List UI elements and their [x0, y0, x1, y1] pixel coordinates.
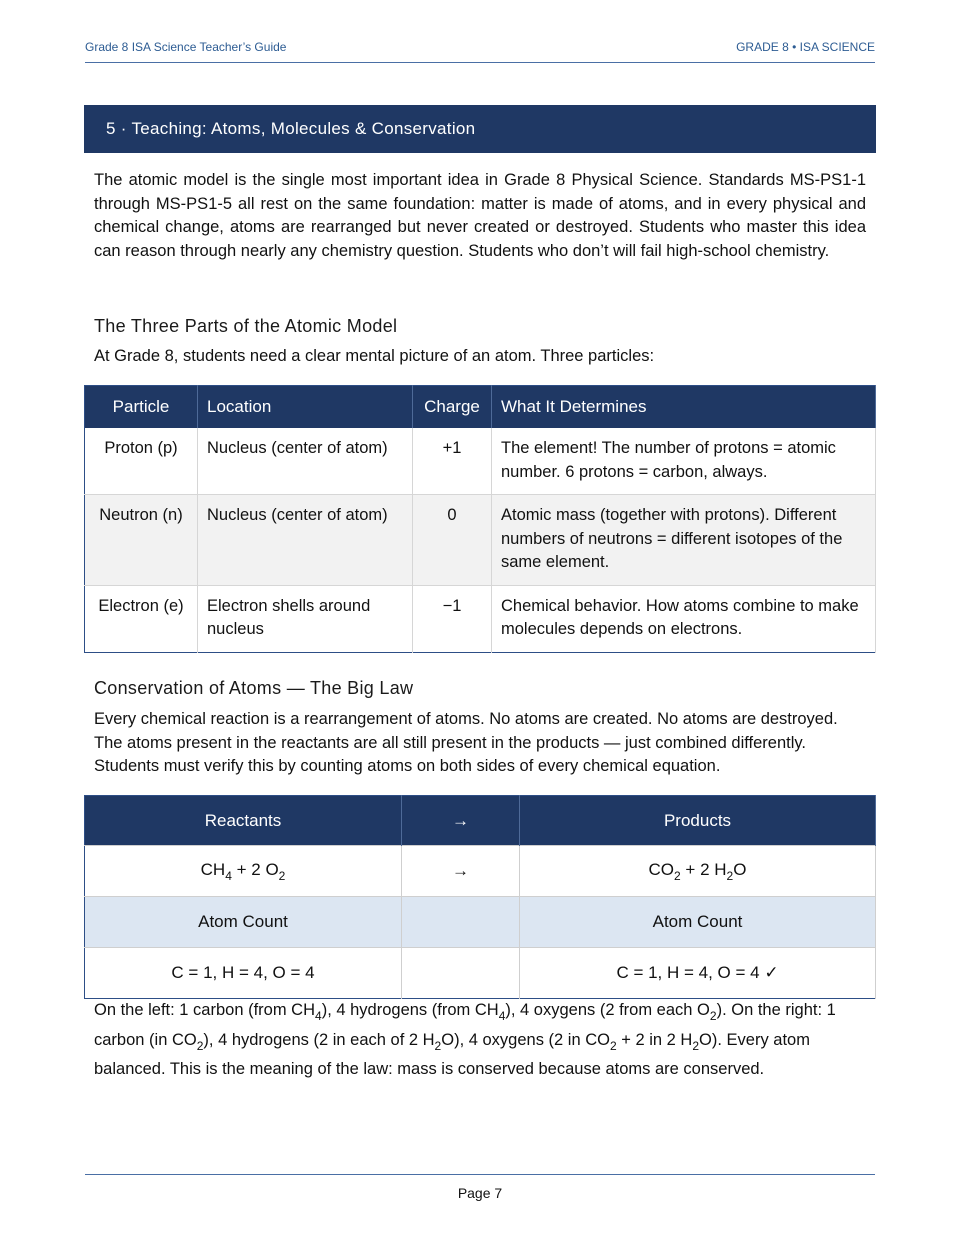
charge-cell: −1: [413, 585, 492, 652]
particles-header-row: [85, 386, 876, 429]
particle-cell: Proton (p): [85, 428, 198, 495]
reaction-table: [84, 795, 876, 999]
intro-paragraph: The atomic model is the single most important idea in Grade 8 Physical Science. Standards MS-PS1-1 through MS-PS1-5 all rest on the same foundation: matter is made of atoms, and in every physical and chemical change, atoms are rearranged but never created or destroyed. Students who master this idea can reason through nearly any chemistry question. Students who don’t will fail high-school chemistry.: [94, 171, 866, 260]
determines-cell: The element! The number of protons = atomic number. 6 protons = carbon, always.: [492, 428, 876, 495]
atomic-model-lead: At Grade 8, students need a clear mental picture of an atom. Three particles:: [94, 347, 655, 365]
conservation-heading: Conservation of Atoms — The Big Law: [94, 678, 414, 698]
location-cell: Electron shells around nucleus: [198, 585, 413, 652]
page-number: Page 7: [457, 1185, 503, 1201]
reactant-formula: $CH_4 + 2$ $O_2$: [85, 846, 402, 897]
header-arrow: →: [402, 796, 520, 846]
determines-cell: Chemical behavior. How atoms combine to make molecules depends on electrons.: [492, 585, 876, 652]
location-cell: Nucleus (center of atom): [198, 495, 413, 586]
determines-cell: Atomic mass (together with protons). Different numbers of neutrons = different isotopes of the same element.: [492, 495, 876, 586]
count-left: C = 1, H = 4, O = 4: [85, 948, 402, 999]
header-guide-title: Grade 8 ISA Science Teacher’s Guide: [85, 40, 287, 54]
count-label-blank: [402, 897, 520, 948]
atom-count-row: [85, 948, 876, 999]
product-formula: $CO_2 + 2$ $H_2O$: [520, 846, 876, 897]
col-header-determines: What It Determines: [492, 386, 876, 429]
charge-cell: 0: [413, 495, 492, 586]
section-banner: [84, 105, 876, 153]
count-blank: [402, 948, 520, 999]
atomic-model-heading: The Three Parts of the Atomic Model: [94, 316, 398, 336]
count-label-left: Atom Count: [85, 897, 402, 948]
page-footer: [85, 1174, 875, 1201]
col-header-particle: Particle: [85, 386, 198, 429]
equation-arrow: →: [402, 846, 520, 897]
count-right: C = 1, H = 4, O = 4 ✓: [520, 948, 876, 999]
table-row: [85, 495, 876, 586]
header-reactants: Reactants: [85, 796, 402, 846]
atom-count-label-row: [85, 897, 876, 948]
location-cell: Nucleus (center of atom): [198, 428, 413, 495]
table-row: [85, 585, 876, 652]
running-header: [85, 38, 875, 63]
conservation-paragraph: Every chemical reaction is a rearrangement of atoms. No atoms are created. No atoms are destroyed. The atoms present in the reactants are all still present in the products — just combined differently. Students must verify this by counting atoms on both sides of every chemical equation.: [94, 710, 838, 775]
explanation-paragraph: On the left: 1 carbon (from $CH_4$), 4 hydrogens (from $CH_4$), 4 oxygens (2 from each $O_2$). On the right: 1 carbon (in $CO_2$), 4 hydrogens (2 in each of 2 $H_2O$), 4 oxygens (2 in $CO_2 + 2$ in 2 $H_2O$). Every atom balanced. This is the meaning of the law: mass is conserved because atoms are conserved.: [94, 1001, 836, 1078]
header-products: Products: [520, 796, 876, 846]
table-row: [85, 428, 876, 495]
particle-cell: Neutron (n): [85, 495, 198, 586]
section-title: 5 · Teaching: Atoms, Molecules & Conservation: [106, 119, 476, 138]
charge-cell: +1: [413, 428, 492, 495]
equation-row: [85, 846, 876, 897]
reaction-header-row: [85, 796, 876, 846]
particle-cell: Electron (e): [85, 585, 198, 652]
col-header-location: Location: [198, 386, 413, 429]
header-course-label: GRADE 8 • ISA SCIENCE: [736, 40, 875, 54]
count-label-right: Atom Count: [520, 897, 876, 948]
particles-table: [84, 385, 876, 653]
col-header-charge: Charge: [413, 386, 492, 429]
